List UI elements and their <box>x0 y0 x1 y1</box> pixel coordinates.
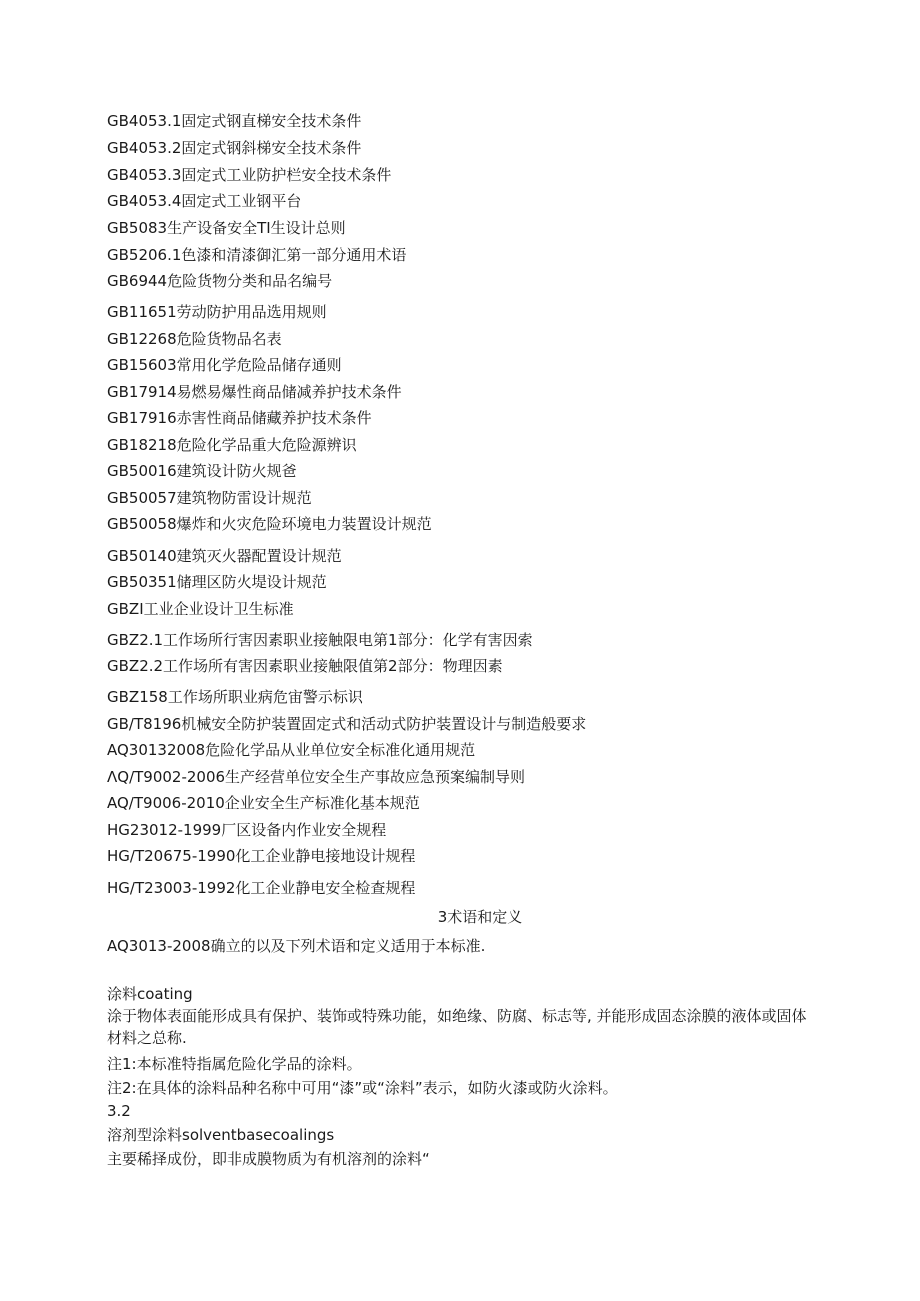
reference-item: GB12268危险货物品名表 <box>107 330 282 348</box>
term-number: 3.2 <box>107 1102 131 1120</box>
note: 注1:本标准特指属危险化学品的涂料。 <box>107 1055 362 1073</box>
reference-item: GB/T8196机械安全防护装置固定式和活动式防护装置设计与制造般要求 <box>107 715 587 733</box>
reference-item: GB18218危险化学品重大危险源辨识 <box>107 436 357 454</box>
reference-item: HG/T23003-1992化工企业静电安全检查规程 <box>107 879 416 897</box>
reference-item: GBZ2.1工作场所行害因素职业接触限电第1部分：化学有害因索 <box>107 631 533 649</box>
reference-item: GB17916赤害性商品储藏养护技术条件 <box>107 409 372 427</box>
reference-item: HG/T20675-1990化工企业静电接地设计规程 <box>107 847 416 865</box>
reference-item: GBZ2.2工作场所有害因素职业接触限值第2部分：物理因素 <box>107 657 503 675</box>
reference-item: GB4053.1固定式钢直梯安全技术条件 <box>107 112 362 130</box>
reference-item: ΛQ/T9002-2006生产经营单位安全生产事故应急预案编制导则 <box>107 768 526 786</box>
reference-item: GBZ158工作场所职业病危宙警示标识 <box>107 688 363 706</box>
reference-item: AQ30132008危险化学品从业单位安全标准化通用规范 <box>107 741 476 759</box>
reference-item: GB5206.1色漆和清漆御汇第一部分通用术语 <box>107 246 407 264</box>
term-title: 涂料coating <box>107 985 193 1003</box>
term-definition: 涂于物体表面能形成具有保护、装饰或特殊功能，如绝缘、防腐、标志等, 并能形成固态涂膜的液体或固体材料之总称. <box>107 1007 807 1047</box>
reference-item: GB11651劳动防护用品选用规则 <box>107 303 327 321</box>
reference-item: GB50058爆炸和火灾危险环境电力装置设计规范 <box>107 515 432 533</box>
reference-item: GB4053.4固定式工业钢平台 <box>107 192 302 210</box>
reference-item: GBZI工业企业设计卫生标准 <box>107 600 294 618</box>
reference-item: GB50140建筑灭火器配置设计规范 <box>107 547 342 565</box>
reference-item: GB5083生产设备安全TI生设计总则 <box>107 219 346 237</box>
reference-item: GB50057建筑物防雷设计规范 <box>107 489 312 507</box>
reference-item: GB15603常用化学危险品储存通则 <box>107 356 342 374</box>
reference-item: GB50016建筑设计防火规爸 <box>107 462 297 480</box>
reference-item: HG23012-1999厂区设备内作业安全规程 <box>107 821 387 839</box>
reference-item: GB50351储理区防火堤设计规范 <box>107 573 327 591</box>
note: 注2:在具体的涂料品种名称中可用“漆”或“涂料”表示，如防火漆或防火涂料。 <box>107 1079 618 1097</box>
reference-item: GB17914易燃易爆性商品储减养护技术条件 <box>107 383 402 401</box>
reference-item: AQ/T9006-2010企业安全生产标准化基本规范 <box>107 794 420 812</box>
reference-item: GB4053.2固定式钢斜梯安全技术条件 <box>107 139 362 157</box>
section-heading: 3术语和定义 <box>437 908 523 926</box>
term-title: 溶剂型涂料solventbasecoalings <box>107 1126 335 1144</box>
term-definition: 主要稀择成份，即非成膜物质为有机溶剂的涂料“ <box>107 1150 430 1168</box>
reference-item: GB4053.3固定式工业防护栏安全技术条件 <box>107 166 392 184</box>
reference-item: GB6944危险货物分类和品名编号 <box>107 272 333 290</box>
section-intro: AQ3013-2008确立的以及下列术语和定义适用于本标准. <box>107 937 486 955</box>
